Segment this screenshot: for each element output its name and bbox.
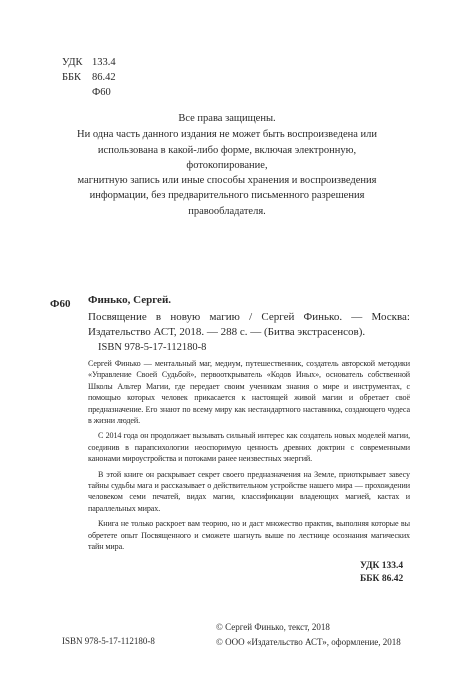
bbk-value: 86.42	[92, 72, 116, 83]
abstract-paragraph: В этой книге он раскрывает секрет своего предназначения на Земле, приоткрывает завесу тайны судьбы мага и рассказывает о действительном устройстве нашего мира — прохождении человеком семи печатей, видах магии, классификации владеющих магией, кастах и параллельных мирах.	[88, 469, 410, 513]
book-abstract	[88, 358, 410, 557]
bbk-label: ББК	[62, 72, 82, 83]
udk-value: 133.4	[92, 57, 116, 68]
entry-author-code: Ф60	[50, 298, 71, 310]
rights-title: Все права защищены.	[178, 113, 276, 124]
udk-bbk-right	[360, 560, 403, 586]
bbk-right-line: ББК 86.42	[360, 574, 404, 584]
classification-block	[62, 55, 116, 100]
udk-right-line: УДК 133.4	[360, 561, 404, 571]
bibliographic-description	[88, 310, 410, 339]
footer-isbn: ISBN 978-5-17-112180-8	[62, 636, 155, 646]
abstract-paragraph: Сергей Финько — ментальный маг, медиум, путешественник, создатель авторской методики «Управление Своей Судьбой», первооткрыватель «Кодов Иных», основатель собственной Школы Альтер Магии, где передает своим ученикам знания о мире и инструментах, с помощью которых человек прикасается к настоящей живой магии и обретает своё предназначение. Его знают по всему миру как нестандартного наставника, создающего чудеса в жизни людей.	[88, 359, 410, 426]
copyright-line: © ООО «Издательство АСТ», оформление, 2018	[216, 637, 401, 647]
rights-line: использована в какой-либо форме, включая электронную, фотокопирование,	[97, 144, 357, 171]
udk-label: УДК	[62, 57, 83, 68]
description-text: Посвящение в новую магию / Сергей Финько. — Москва: Издательство АСТ, 2018. — 288 с. — (Битва экстрасенсов).	[88, 311, 410, 338]
rights-line: магнитную запись или иные способы хранения и воспроизведения	[77, 175, 377, 187]
rights-line: Ни одна часть данного издания не может быть воспроизведена или	[77, 129, 377, 141]
rights-line: информации, без предварительного письменного разрешения	[89, 190, 365, 202]
entry-author: Финько, Сергей.	[88, 294, 172, 306]
abstract-paragraph: С 2014 года он продолжает вызывать сильный интерес как создатель новых моделей магии, соединив в парапсихологии неоспоримую ценность древних доктрин с современными канонами мироустройства и потоками ранее неизвестных энергий.	[88, 431, 410, 464]
rights-notice	[62, 111, 392, 219]
rights-line: правообладателя.	[188, 205, 266, 217]
copyright-block	[216, 620, 401, 650]
author-mark: Ф60	[92, 87, 111, 98]
copyright-line: © Сергей Финько, текст, 2018	[216, 622, 330, 632]
entry-isbn: ISBN 978-5-17-112180-8	[98, 342, 207, 353]
abstract-paragraph: Книга не только раскроет вам теорию, но и даст множество практик, выполняя которые вы обретете опыт Посвященного и сможете шагнуть выше по лестнице осознания магических тайн мира.	[88, 519, 410, 552]
